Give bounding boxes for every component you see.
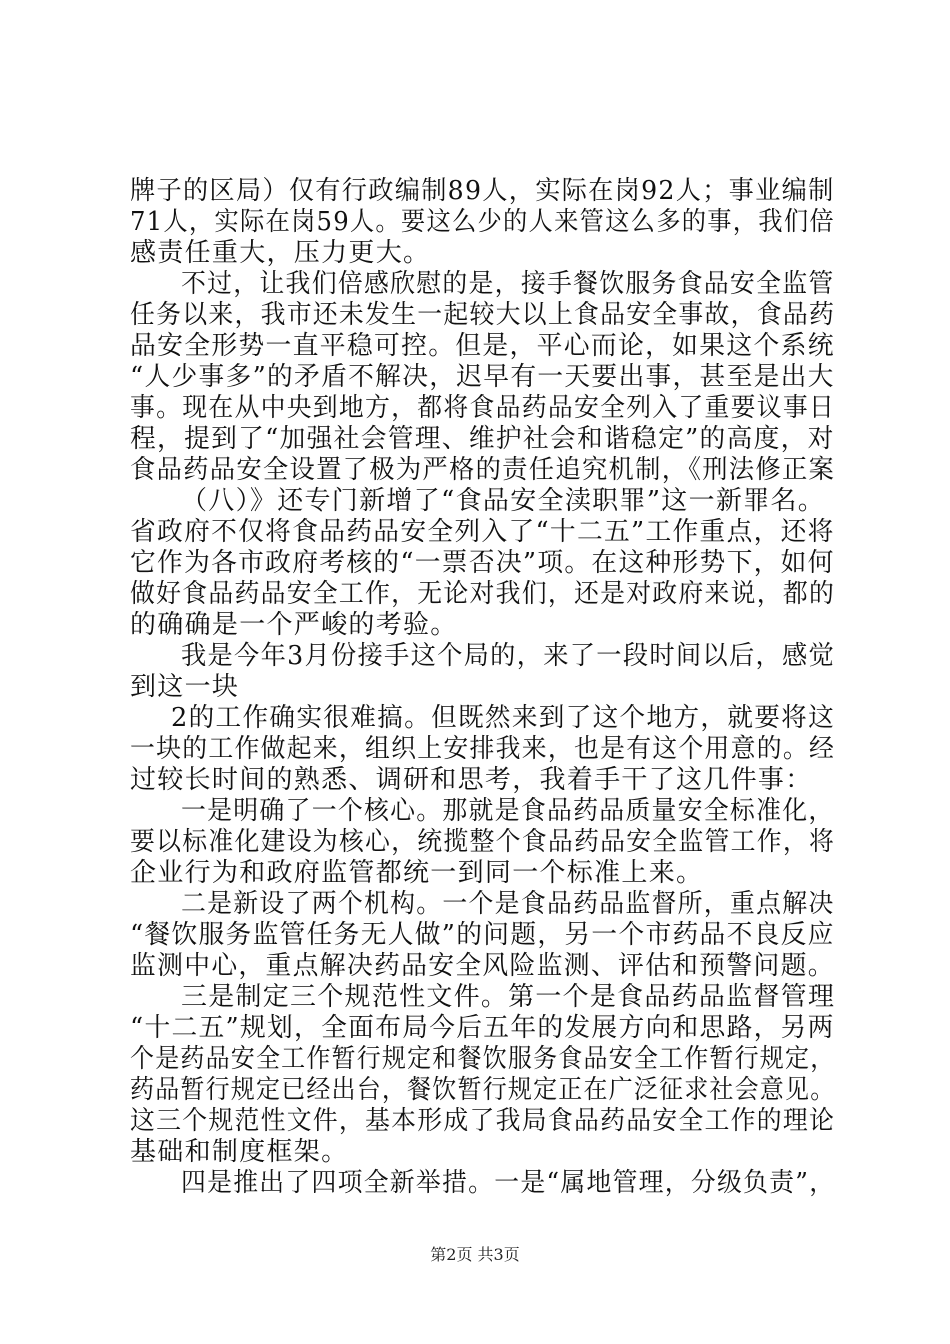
text-line: “十二五”规划，全面布局今后五年的发展方向和思路，另两: [130, 1013, 835, 1043]
text-line: 药品暂行规定已经出台，餐饮暂行规定正在广泛征求社会意见。: [130, 1075, 836, 1105]
text-line: 它作为各市政府考核的“一票否决”项。在这种形势下，如何: [130, 548, 835, 578]
text-line: 基础和制度框架。: [130, 1137, 349, 1167]
text-line: 企业行为和政府监管都统一到同一个标准上来。: [130, 858, 704, 888]
text-line: 三是制定三个规范性文件。第一个是食品药品监督管理: [181, 982, 836, 1012]
text-line: 71人，实际在岗59人。要这么少的人来管这么多的事，我们倍: [130, 207, 835, 237]
text-line: 做好食品药品安全工作，无论对我们，还是对政府来说，都的: [130, 579, 836, 609]
text-line: 事。现在从中央到地方，都将食品药品安全列入了重要议事日: [130, 393, 836, 423]
text-line: 的确确是一个严峻的考验。: [130, 610, 458, 640]
text-line: 感责任重大，压力更大。: [130, 238, 431, 268]
text-line: 到这一块: [130, 672, 240, 702]
text-line: 个是药品安全工作暂行规定和餐饮服务食品安全工作暂行规定，: [130, 1044, 836, 1074]
text-line: “人少事多”的矛盾不解决，迟早有一天要出事，甚至是出大: [130, 362, 835, 392]
text-line: 牌子的区局）仅有行政编制89人，实际在岗92人；事业编制: [130, 176, 835, 206]
text-line: 我是今年3月份接手这个局的，来了一段时间以后，感觉: [181, 641, 836, 671]
text-line: 监测中心，重点解决药品安全风险监测、评估和预警问题。: [130, 951, 835, 981]
text-line: “餐饮服务监管任务无人做”的问题，另一个市药品不良反应: [130, 920, 835, 950]
text-line: 这三个规范性文件，基本形成了我局食品药品安全工作的理论: [130, 1106, 836, 1136]
text-line: 省政府不仅将食品药品安全列入了“十二五”工作重点，还将: [130, 517, 835, 547]
page-number-footer: 第2页 共3页: [430, 1245, 520, 1264]
text-line: 四是推出了四项全新举措。一是“属地管理，分级负责”，: [181, 1168, 836, 1198]
text-line: 食品药品安全设置了极为严格的责任追究机制，《刑法修正案: [130, 455, 836, 485]
text-line: 2的工作确实很难搞。但既然来到了这个地方，就要将这: [171, 703, 836, 733]
text-line: 要以标准化建设为核心，统揽整个食品药品安全监管工作，将: [130, 827, 836, 857]
text-line: 程，提到了“加强社会管理、维护社会和谐稳定”的高度，对: [130, 424, 835, 454]
text-line: （八）》还专门新增了“食品安全渎职罪”这一新罪名。: [181, 486, 826, 516]
text-line: 品安全形势一直平稳可控。但是，平心而论，如果这个系统: [130, 331, 835, 361]
text-line: 一是明确了一个核心。那就是食品药品质量安全标准化，: [181, 796, 835, 826]
text-line: 二是新设了两个机构。一个是食品药品监督所，重点解决: [181, 889, 835, 919]
text-line: 不过，让我们倍感欣慰的是，接手餐饮服务食品安全监管: [181, 269, 835, 299]
text-line: 一块的工作做起来，组织上安排我来，也是有这个用意的。经: [130, 734, 836, 764]
text-line: 过较长时间的熟悉、调研和思考，我着手干了这几件事：: [130, 765, 813, 795]
text-line: 任务以来，我市还未发生一起较大以上食品安全事故，食品药: [130, 300, 836, 330]
